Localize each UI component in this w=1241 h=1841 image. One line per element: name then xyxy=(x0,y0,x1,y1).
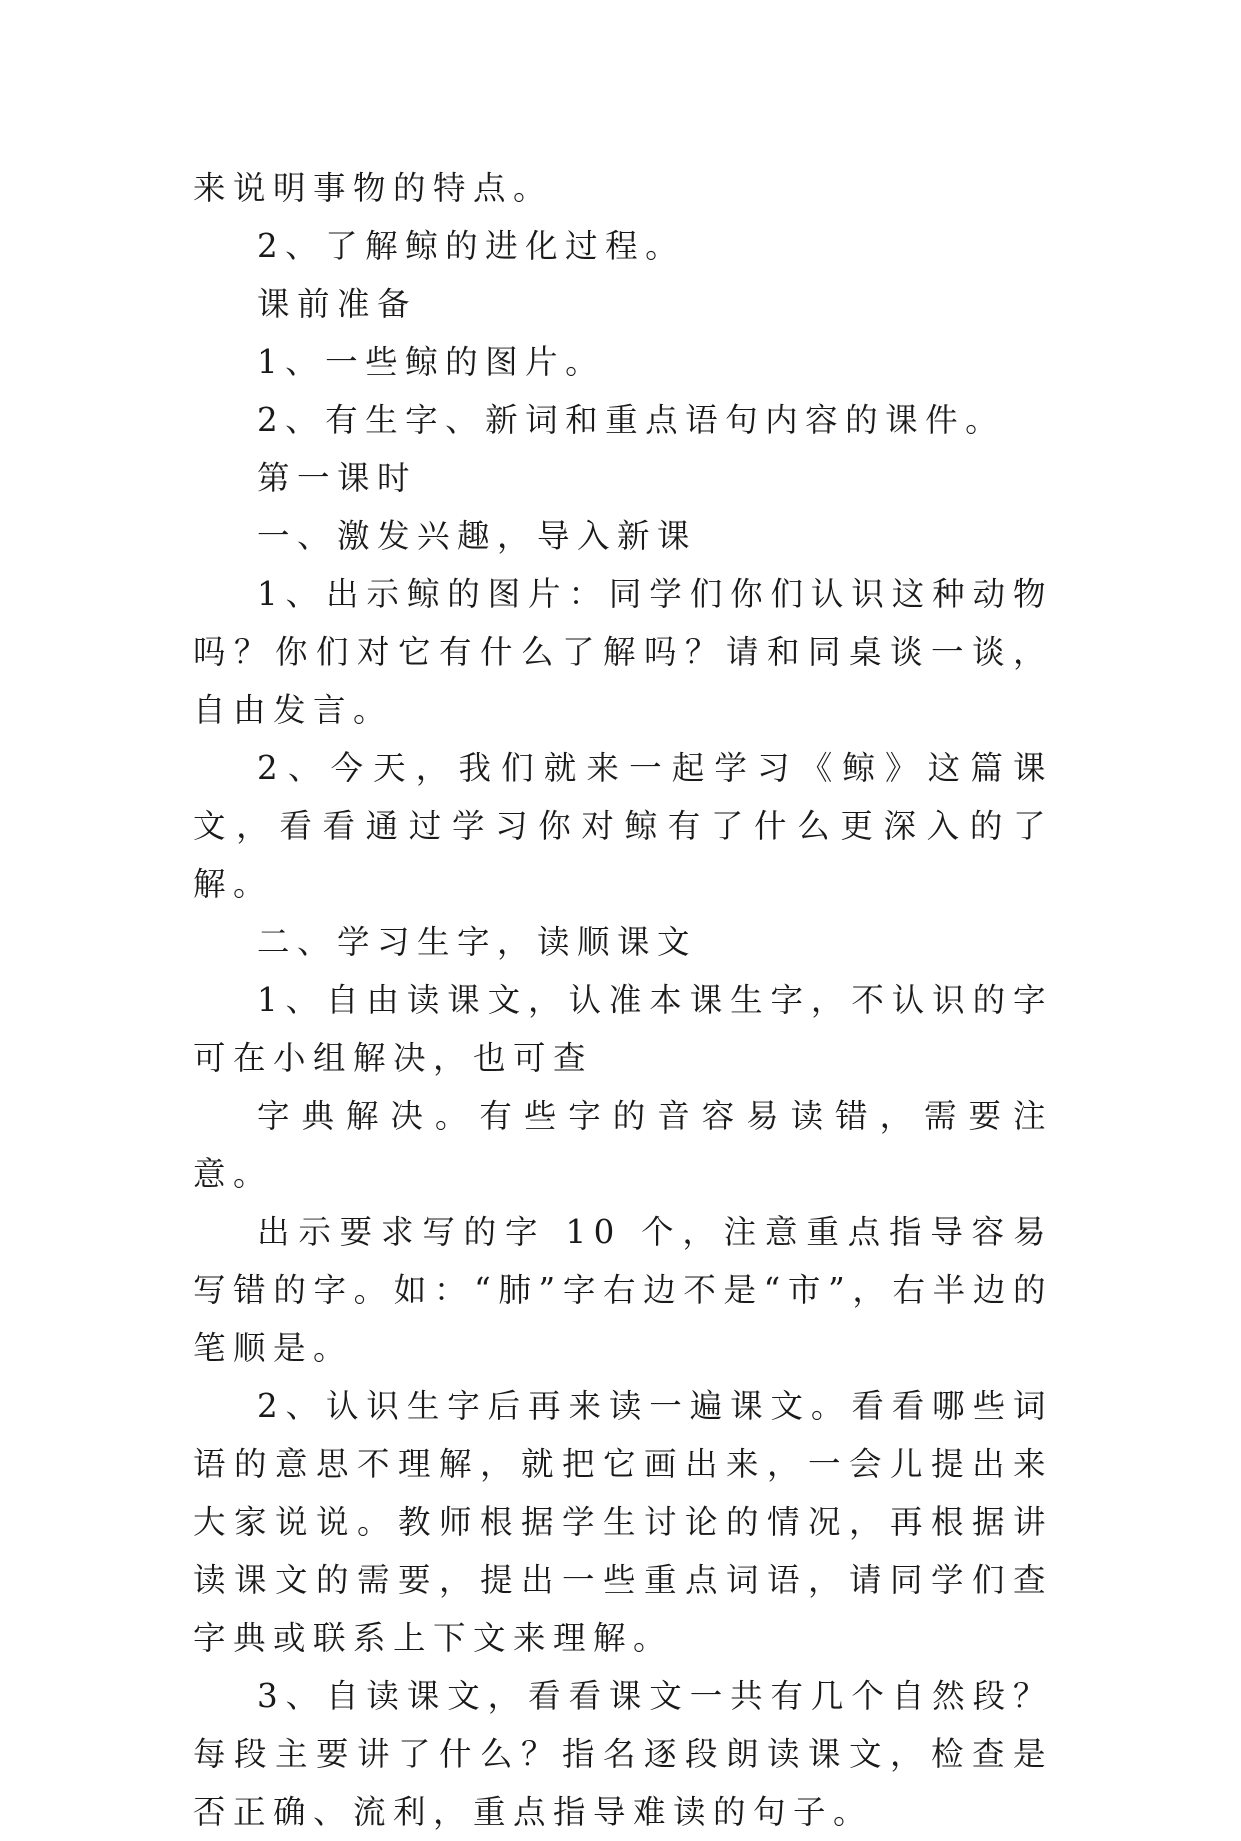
paragraph-preparation-1: 1、一些鲸的图片。 xyxy=(257,343,606,381)
heading-first-lesson: 第一课时 xyxy=(257,459,418,497)
paragraph-section-2-item-2: 2、认识生字后再来读一遍课文。看看哪些词语的意思不理解，就把它画出来，一会儿提出来大家说说。教师根据学生讨论的情况，再根据讲读课文的需要，提出一些重点词语，请同学们查字典或联系上下文来理解。 xyxy=(193,1387,1053,1657)
paragraph-section-2-item-1-cont: 字典解决。有些字的音容易读错，需要注意。 xyxy=(193,1097,1053,1193)
paragraph-section-1-item-2: 2、今天，我们就来一起学习《鲸》这篇课文，看看通过学习你对鲸有了什么更深入的了解。 xyxy=(193,749,1053,903)
paragraph-section-2-item-3: 3、自读课文，看看课文一共有几个自然段？每段主要讲了什么？指名逐段朗读课文，检查是否正确、流利，重点指导难读的句子。 xyxy=(193,1677,1053,1831)
body-text xyxy=(193,159,1053,1841)
paragraph-section-2-item-1: 1、自由读课文，认准本课生字，不认识的字可在小组解决，也可查 xyxy=(193,981,1053,1077)
paragraph-section-1-item-1: 1、出示鲸的图片：同学们你们认识这种动物吗？你们对它有什么了解吗？请和同桌谈一谈，自由发言。 xyxy=(193,575,1053,729)
paragraph-writing-characters: 出示要求写的字 10 个，注意重点指导容易写错的字。如：“肺”字右边不是“市”，右半边的笔顺是。 xyxy=(193,1213,1053,1367)
heading-preparation: 课前准备 xyxy=(257,285,418,323)
paragraph-continuation: 来说明事物的特点。 xyxy=(193,169,554,207)
paragraph-objective-2: 2、了解鲸的进化过程。 xyxy=(257,227,686,265)
heading-section-1: 一、激发兴趣，导入新课 xyxy=(257,517,698,555)
heading-section-2: 二、学习生字，读顺课文 xyxy=(257,923,698,961)
paragraph-preparation-2: 2、有生字、新词和重点语句内容的课件。 xyxy=(257,401,1006,439)
